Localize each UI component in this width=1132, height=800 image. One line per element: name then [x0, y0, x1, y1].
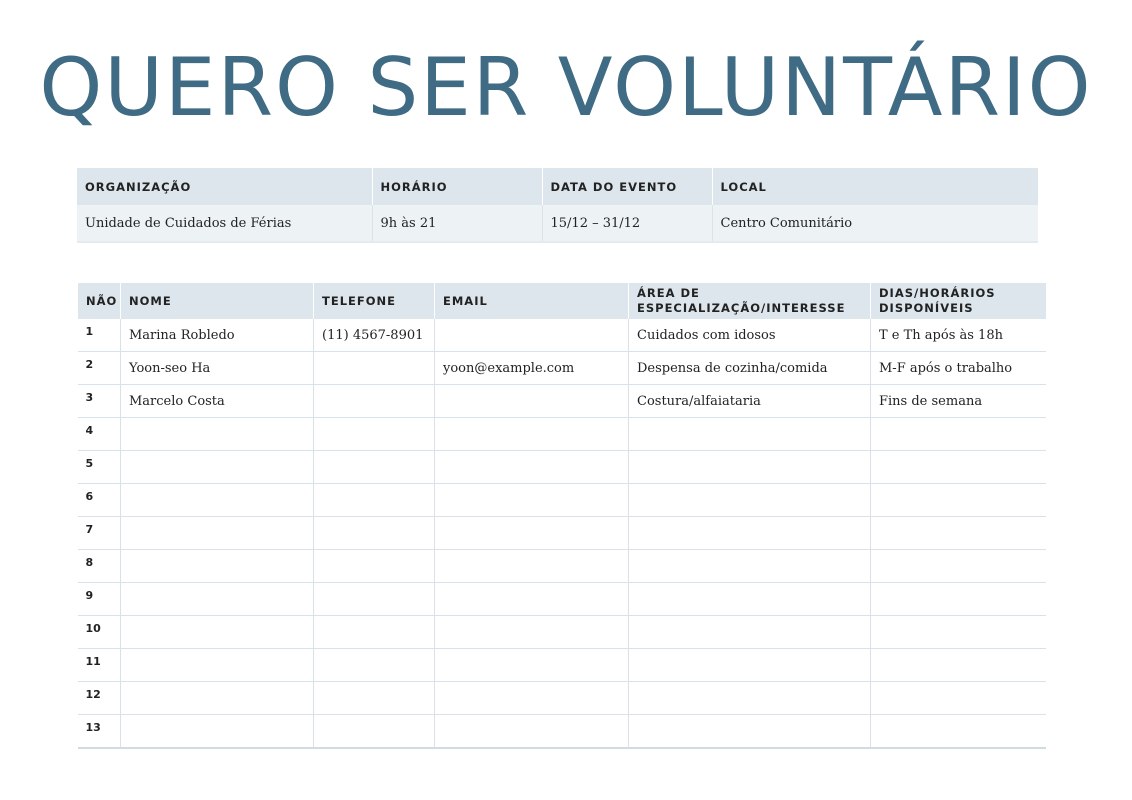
availability-cell[interactable]	[871, 517, 1047, 550]
availability-cell[interactable]	[871, 550, 1047, 583]
horario-value[interactable]: 9h às 21	[372, 205, 542, 242]
phone-cell[interactable]	[314, 682, 435, 715]
interest-cell[interactable]: Costura/alfaiataria	[629, 385, 871, 418]
phone-cell[interactable]	[314, 649, 435, 682]
interest-cell[interactable]	[629, 682, 871, 715]
availability-cell[interactable]: T e Th após às 18h	[871, 319, 1047, 352]
phone-cell[interactable]	[314, 451, 435, 484]
availability-cell[interactable]	[871, 649, 1047, 682]
row-number: 6	[78, 484, 121, 517]
header-nome: NOME	[121, 283, 314, 319]
page-title: QUERO SER VOLUNTÁRIO	[39, 41, 1093, 134]
volunteer-header-row	[78, 283, 1047, 319]
name-cell[interactable]	[121, 517, 314, 550]
volunteer-table	[77, 283, 1046, 749]
table-row	[78, 484, 1047, 517]
name-cell[interactable]	[121, 583, 314, 616]
name-cell[interactable]	[121, 418, 314, 451]
local-value[interactable]: Centro Comunitário	[712, 205, 1038, 242]
interest-cell[interactable]	[629, 451, 871, 484]
availability-cell[interactable]	[871, 451, 1047, 484]
availability-cell[interactable]	[871, 682, 1047, 715]
row-number: 12	[78, 682, 121, 715]
event-info-header-row	[77, 168, 1038, 205]
header-horario: HORÁRIO	[372, 168, 542, 205]
email-cell[interactable]	[435, 319, 629, 352]
interest-cell[interactable]: Cuidados com idosos	[629, 319, 871, 352]
row-number: 4	[78, 418, 121, 451]
name-cell[interactable]	[121, 616, 314, 649]
availability-cell[interactable]: Fins de semana	[871, 385, 1047, 418]
row-number: 3	[78, 385, 121, 418]
header-numero: NÃO	[78, 283, 121, 319]
name-cell[interactable]	[121, 682, 314, 715]
email-cell[interactable]	[435, 418, 629, 451]
header-dias: DIAS/HORÁRIOS DISPONÍVEIS	[871, 283, 1047, 319]
interest-cell[interactable]	[629, 517, 871, 550]
table-row	[78, 682, 1047, 715]
name-cell[interactable]	[121, 484, 314, 517]
event-info-row	[77, 205, 1038, 242]
row-number: 1	[78, 319, 121, 352]
row-number: 9	[78, 583, 121, 616]
name-cell[interactable]	[121, 451, 314, 484]
availability-cell[interactable]	[871, 616, 1047, 649]
phone-cell[interactable]	[314, 385, 435, 418]
table-row	[78, 451, 1047, 484]
interest-cell[interactable]	[629, 715, 871, 749]
phone-cell[interactable]	[314, 418, 435, 451]
email-cell[interactable]	[435, 583, 629, 616]
table-row	[78, 649, 1047, 682]
email-cell[interactable]	[435, 649, 629, 682]
name-cell[interactable]	[121, 550, 314, 583]
name-cell[interactable]	[121, 715, 314, 749]
phone-cell[interactable]	[314, 517, 435, 550]
table-row	[78, 352, 1047, 385]
interest-cell[interactable]	[629, 550, 871, 583]
interest-cell[interactable]	[629, 484, 871, 517]
row-number: 10	[78, 616, 121, 649]
header-organizacao: ORGANIZAÇÃO	[77, 168, 372, 205]
phone-cell[interactable]	[314, 550, 435, 583]
event-info-table	[77, 168, 1038, 243]
name-cell[interactable]	[121, 649, 314, 682]
header-data-evento: DATA DO EVENTO	[542, 168, 712, 205]
availability-cell[interactable]	[871, 484, 1047, 517]
phone-cell[interactable]	[314, 484, 435, 517]
availability-cell[interactable]	[871, 583, 1047, 616]
row-number: 7	[78, 517, 121, 550]
interest-cell[interactable]	[629, 583, 871, 616]
interest-cell[interactable]	[629, 418, 871, 451]
table-row	[78, 418, 1047, 451]
table-row	[78, 517, 1047, 550]
availability-cell[interactable]	[871, 418, 1047, 451]
interest-cell[interactable]: Despensa de cozinha/comida	[629, 352, 871, 385]
table-row	[78, 583, 1047, 616]
availability-cell[interactable]: M-F após o trabalho	[871, 352, 1047, 385]
email-cell[interactable]: yoon@example.com	[435, 352, 629, 385]
table-row	[78, 385, 1047, 418]
email-cell[interactable]	[435, 451, 629, 484]
table-row	[78, 319, 1047, 352]
phone-cell[interactable]	[314, 583, 435, 616]
row-number: 2	[78, 352, 121, 385]
email-cell[interactable]	[435, 715, 629, 749]
name-cell[interactable]: Marina Robledo	[121, 319, 314, 352]
email-cell[interactable]	[435, 550, 629, 583]
email-cell[interactable]	[435, 484, 629, 517]
row-number: 5	[78, 451, 121, 484]
row-number: 8	[78, 550, 121, 583]
header-area: ÁREA DE ESPECIALIZAÇÃO/INTERESSE	[629, 283, 871, 319]
name-cell[interactable]: Yoon-seo Ha	[121, 352, 314, 385]
data-evento-value[interactable]: 15/12 – 31/12	[542, 205, 712, 242]
table-row	[78, 715, 1047, 749]
header-telefone: TELEFONE	[314, 283, 435, 319]
email-cell[interactable]	[435, 517, 629, 550]
phone-cell[interactable]	[314, 715, 435, 749]
email-cell[interactable]	[435, 385, 629, 418]
interest-cell[interactable]	[629, 616, 871, 649]
header-local: LOCAL	[712, 168, 1038, 205]
header-email: EMAIL	[435, 283, 629, 319]
phone-cell[interactable]	[314, 352, 435, 385]
email-cell[interactable]	[435, 616, 629, 649]
row-number: 11	[78, 649, 121, 682]
name-cell[interactable]: Marcelo Costa	[121, 385, 314, 418]
availability-cell[interactable]	[871, 715, 1047, 749]
table-row	[78, 550, 1047, 583]
email-cell[interactable]	[435, 682, 629, 715]
table-row	[78, 616, 1047, 649]
interest-cell[interactable]	[629, 649, 871, 682]
row-number: 13	[78, 715, 121, 749]
phone-cell[interactable]: (11) 4567-8901	[314, 319, 435, 352]
organizacao-value[interactable]: Unidade de Cuidados de Férias	[77, 205, 372, 242]
phone-cell[interactable]	[314, 616, 435, 649]
